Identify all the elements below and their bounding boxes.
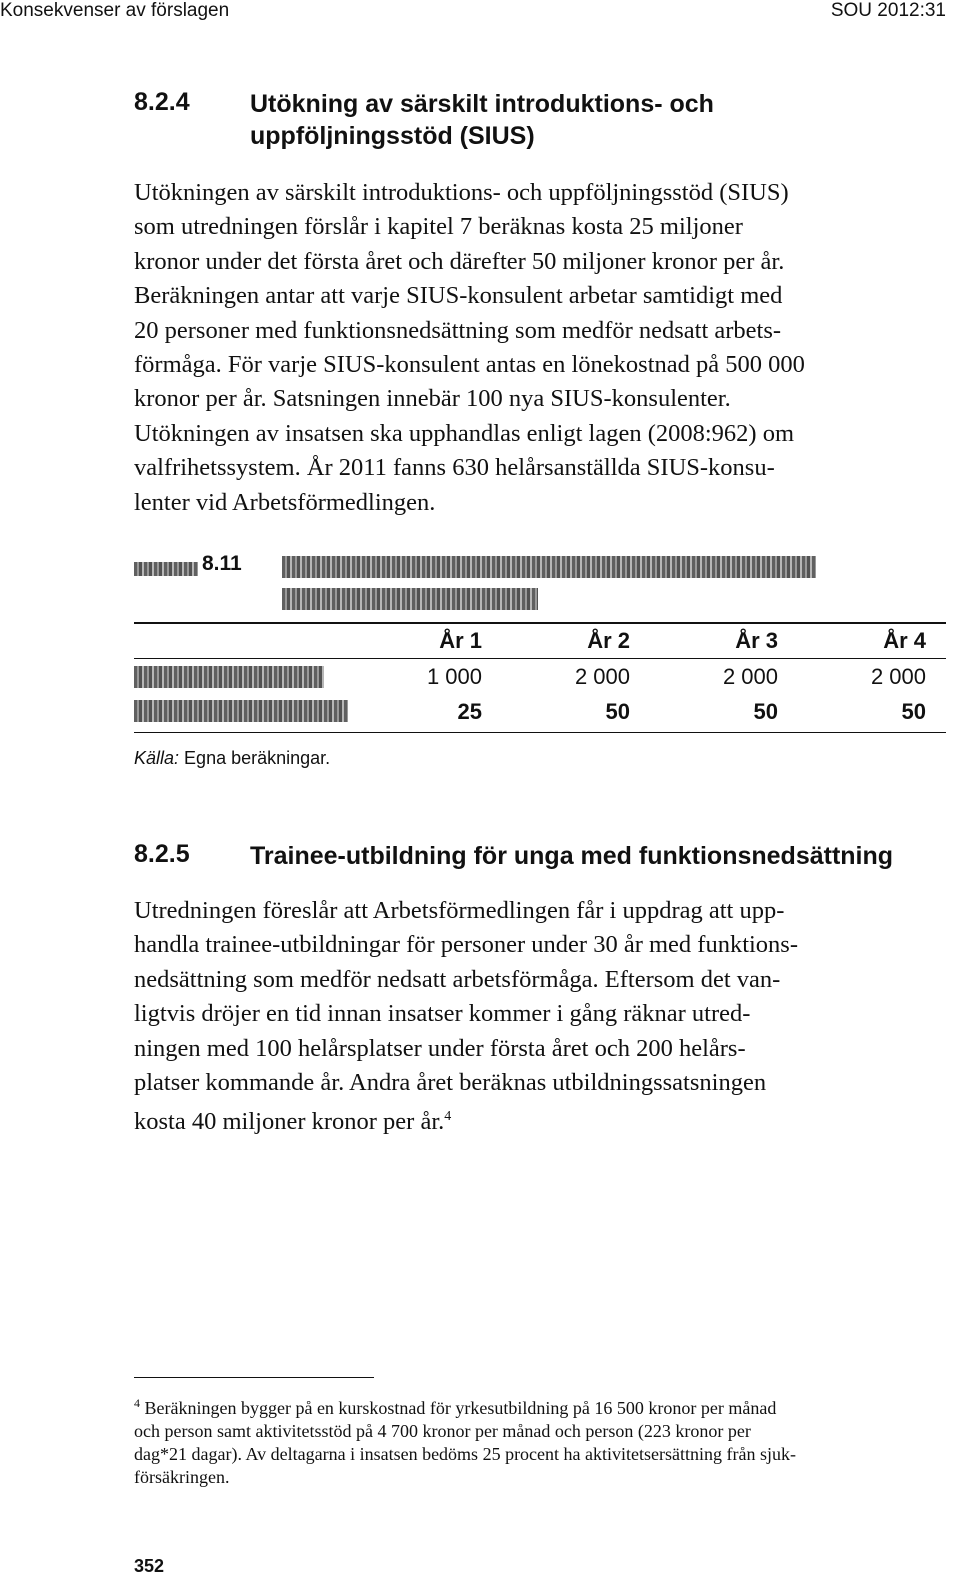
paragraph-line: ningen med 100 helårsplatser under första året och 200 helårs- xyxy=(134,1034,746,1062)
paragraph-line: lenter vid Arbetsförmedlingen. xyxy=(134,488,436,516)
section-824-number: 8.2.4 xyxy=(134,88,190,116)
footnote-marker: 4 xyxy=(134,1396,140,1410)
table-cell: 2 000 xyxy=(870,664,926,689)
table-header-ar3: År 3 xyxy=(735,628,778,653)
section-825-number: 8.2.5 xyxy=(134,840,190,868)
footnote xyxy=(134,1392,944,1489)
table-title-blurred-line2 xyxy=(282,588,538,610)
paragraph-line xyxy=(134,1100,944,1140)
table-header-rule xyxy=(134,658,946,659)
paragraph-line: som utredningen förslår i kapitel 7 beräknas kosta 25 miljoner xyxy=(134,213,743,241)
table-header-ar1: År 1 xyxy=(439,628,482,653)
table-source-label: Källa: xyxy=(134,748,180,768)
section-824-paragraph xyxy=(134,176,944,520)
paragraph-line: platser kommande år. Andra året beräknas utbildningssatsningen xyxy=(134,1069,767,1097)
header-chapter-title: Konsekvenser av förslagen xyxy=(0,0,230,21)
table-cell: 50 xyxy=(605,699,630,724)
footnote-reference: 4 xyxy=(444,1109,452,1125)
table-header-ar2: År 2 xyxy=(587,628,630,653)
paragraph-line: handla trainee-utbildningar för personer under 30 år med funktions- xyxy=(134,931,799,959)
section-824-title-line2: uppföljningsstöd (SIUS) xyxy=(250,122,535,150)
section-824-title xyxy=(250,88,850,152)
table-title-blurred-line1 xyxy=(282,556,816,578)
page-number: 352 xyxy=(134,1556,165,1576)
paragraph-line: Utredningen föreslår att Arbetsförmedlingen får i uppdrag att upp- xyxy=(134,897,785,924)
table-bottom-rule xyxy=(134,732,946,733)
table-cell: 1 000 xyxy=(426,664,482,689)
table-cell: 50 xyxy=(901,699,926,724)
table-header-ar4: År 4 xyxy=(883,628,926,653)
table-source xyxy=(134,748,330,769)
table-row1-label-blurred xyxy=(134,666,324,688)
paragraph-line: nedsättning som medför nedsatt arbetsförmåga. Eftersom det van- xyxy=(134,965,781,993)
header-report-id: SOU 2012:31 xyxy=(830,0,946,21)
footnote-separator xyxy=(134,1377,374,1378)
footnote-line: dag*21 dagar). Av deltagarna i insatsen bedöms 25 procent ha aktivitetsersättning från sjuk- xyxy=(134,1444,796,1464)
footnote-line: försäkringen. xyxy=(134,1467,230,1487)
paragraph-line: kronor under det första året och därefter 50 miljoner kronor per år. xyxy=(134,247,785,275)
table-top-rule xyxy=(134,622,946,624)
footnote-line xyxy=(134,1392,944,1420)
table-number: 8.11 xyxy=(202,552,242,575)
table-cell: 2 000 xyxy=(574,664,630,689)
table-label-blurred xyxy=(134,562,198,576)
paragraph-line: Beräkningen antar att varje SIUS-konsulent arbetar samtidigt med xyxy=(134,282,783,310)
table-cell: 50 xyxy=(753,699,778,724)
table-source-text: Egna beräkningar. xyxy=(184,748,331,768)
section-825-paragraph xyxy=(134,894,944,1140)
paragraph-line: förmåga. För varje SIUS-konsulent antas en lönekostnad på 500 000 xyxy=(134,351,805,379)
table-cell: 2 000 xyxy=(722,664,778,689)
footnote-line-text: Beräkningen bygger på en kurskostnad för yrkesutbildning på 16 500 kronor per månad xyxy=(144,1398,777,1418)
paragraph-line: valfrihetssystem. År 2011 fanns 630 helårsanställda SIUS-konsu- xyxy=(134,454,775,482)
section-825-title: Trainee-utbildning för unga med funktionsnedsättning xyxy=(250,842,894,870)
section-824-title-line1: Utökning av särskilt introduktions- och xyxy=(250,90,714,118)
table-row2-label-blurred xyxy=(134,700,348,722)
running-header xyxy=(0,0,960,24)
paragraph-line-text: kosta 40 miljoner kronor per år. xyxy=(134,1108,445,1136)
table-cell: 25 xyxy=(457,699,482,724)
paragraph-line: 20 personer med funktionsnedsättning som medför nedsatt arbets- xyxy=(134,316,782,344)
paragraph-line: Utökningen av särskilt introduktions- och uppföljningsstöd (SIUS) xyxy=(134,179,789,206)
paragraph-line: kronor per år. Satsningen innebär 100 nya SIUS-konsulenter. xyxy=(134,385,731,413)
paragraph-line: Utökningen av insatsen ska upphandlas enligt lagen (2008:962) om xyxy=(134,419,795,447)
footnote-line: och person samt aktivitetsstöd på 4 700 kronor per månad och person (223 kronor per xyxy=(134,1421,751,1441)
paragraph-line: ligtvis dröjer en tid innan insatser kommer i gång räknar utred- xyxy=(134,1000,751,1028)
